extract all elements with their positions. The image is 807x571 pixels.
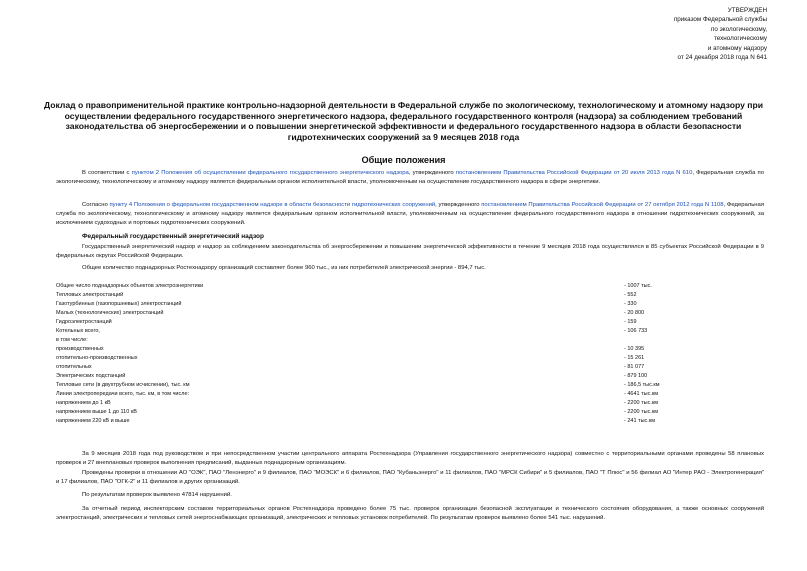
stat-label: Общее число поднадзорных объектов электроэнергетики — [56, 282, 204, 289]
subsection-heading: Федеральный государственный энергетический надзор — [82, 233, 264, 240]
stat-row — [56, 326, 696, 335]
stat-label: Электрических подстанций — [56, 372, 126, 379]
stat-value: - 879 100 — [624, 372, 648, 379]
link-regulation-clause-2[interactable]: пунктом 2 Положения об осуществлении федерального государственного энергетического надзора — [131, 170, 409, 176]
stat-row — [56, 317, 696, 326]
paragraph-inspections: За 9 месяцев 2018 года под руководством и при непосредственном участии центрального аппарата Ростехнадзора (Управления государственного энергетического надзора) совместно с территориальными органами проведены 58 плановых проверок и 27 внеплановых проверок выполнения предписаний, выданных поднадзорным организациям. — [56, 451, 764, 466]
approval-line: приказом Федеральной службы — [673, 16, 767, 24]
text: Согласно — [82, 202, 110, 208]
stat-row — [56, 399, 696, 408]
stat-value: - 1007 тыс. — [624, 282, 652, 289]
document-title: Доклад о правоприменительной практике контрольно-надзорной деятельности в Федеральной службе по экологическому, технологическому и атомному надзору при осуществлении федерального государственного энергетического надзора, федерального государственного контроля (надзора) за соблюдением требований законодательства об энергосбережении и о повышении энергетической эффективности и федерального государственного надзора в области безопасности гидротехнических сооружений за 9 месяцев 2018 года — [43, 100, 763, 142]
section-heading: Общие положения — [361, 155, 446, 165]
link-government-decree-1108[interactable]: постановлением Правительства Российской Федерации от 27 октября 2012 года N 1108 — [481, 202, 724, 208]
stat-row — [56, 408, 696, 417]
stat-row — [56, 344, 696, 353]
statistics-list — [56, 281, 696, 426]
stat-label: отопительно-производственных — [56, 354, 138, 361]
paragraph-organizations-count: Общее количество поднадзорных Ростехнадзору организаций составляет более 960 тыс., из них потребителей электрической энергии - 894,7 тыс. — [82, 265, 486, 271]
stat-value: - 2200 тыс.км — [624, 400, 659, 407]
stat-row — [56, 353, 696, 362]
stat-row — [56, 371, 696, 380]
stat-row — [56, 417, 696, 426]
stat-label: Котельных всего, — [56, 327, 100, 334]
stat-value: - 330 — [624, 300, 637, 307]
approval-line: и атомному надзору — [707, 44, 767, 52]
stat-row — [56, 381, 696, 390]
stat-label: Линии электропередачи всего, тыс. км, в том числе: — [56, 391, 190, 398]
stat-value: - 106 733 — [624, 327, 648, 334]
stat-row — [56, 362, 696, 371]
stat-value: - 159 — [624, 318, 637, 325]
stat-row — [56, 308, 696, 317]
stat-value: - 2200 тыс.км — [624, 409, 659, 416]
paragraph-territorial-inspections: За отчетный период инспекторским составом территориальных органов Ростехнадзора проведено более 75 тыс. проверок организации безопасной эксплуатации и технического состояния оборудования, а также основных сооружений электростанций, электрических и тепловых сетей энергоснабжающих организаций, электрических и тепловых установок потребителей. По результатам проверок выявлено более 541 тыс. нарушений. — [56, 506, 764, 521]
stat-label: напряжением 220 кВ и выше — [56, 418, 130, 425]
stat-value: - 186,5 тыс.км — [624, 382, 660, 389]
link-government-decree-610[interactable]: постановлением Правительства Российской Федерации от 20 июля 2013 года N 610 — [455, 170, 693, 176]
text: В соответствии с — [82, 170, 132, 176]
stat-row — [56, 335, 696, 344]
approval-line: технологическому — [713, 35, 767, 43]
stat-label: Гидроэлектростанций — [56, 318, 112, 325]
stat-row — [56, 281, 696, 290]
stat-label: напряжением выше 1 до 110 кВ — [56, 409, 137, 416]
paragraph-energy-supervision — [56, 169, 764, 187]
approval-block — [674, 6, 767, 62]
link-regulation-clause-4[interactable]: пункту 4 Положения о федеральном государственном надзоре в области безопасности гидротехнических сооружений — [109, 202, 436, 208]
text: , Федеральная служба по экологическому, технологическому и атомному надзору является федеральным органом исполнительной власти, уполномоченным на осуществление государственного надзора в сфере энергетики. — [56, 170, 765, 185]
stat-value: - 20 800 — [624, 309, 645, 316]
stat-label: Малых (технологических) электростанций — [56, 309, 164, 316]
stat-label: напряжением до 1 кВ — [56, 400, 111, 407]
stat-label: Газотурбинных (газопоршневых) электростанций — [56, 300, 182, 307]
stat-value: - 15 261 — [624, 354, 645, 361]
paragraph-regions: Государственный энергетический надзор и надзор за соблюдением законодательства об энергосбережении и повышении энергетической эффективности в течение 9 месяцев 2018 года осуществлялся в 85 субъектах Российской Федерации в 9 федеральных округах Российской Федерации. — [56, 244, 764, 259]
stat-value: - 552 — [624, 291, 637, 298]
paragraph-inspected-companies: Проведены проверки в отношении АО "ОЭК", ПАО "Ленэнерго" и 9 филиалов, ПАО "МОЭСК" и 6 филиалов, ПАО "Кубаньэнерго" и 11 филиалов, ПАО "МРСК Сибири" и 5 филиалов, ПАО "Т Плюс" и 56 филиал АО "Интер РАО - Электрогенерация" и 17 филиалов, ПАО "ОГК-2" и 11 филиалов и других организаций. — [56, 470, 764, 485]
stat-row — [56, 290, 696, 299]
approval-line: УТВЕРЖДЕН — [727, 7, 767, 14]
stat-value: - 10 395 — [624, 345, 645, 352]
stat-label: Тепловые сети (в двухтрубном исчислении), тыс. км — [56, 382, 190, 389]
approval-line: от 24 декабря 2018 года N 641 — [677, 54, 767, 62]
paragraph-hydro-supervision — [56, 201, 764, 228]
stat-value: - 241 тыс.км — [624, 418, 656, 425]
stat-label: Тепловых электростанций — [56, 291, 124, 298]
stat-label: отопительных — [56, 363, 92, 370]
text: , утвержденного — [435, 202, 482, 208]
text: , Федеральная служба по экологическому, технологическому и атомному надзору является федеральным органом исполнительной власти, уполномоченным на осуществление федерального государственного надзора в отношении гидротехнических сооружений, за исключением судоходных и портовых гидротехнических сооружений. — [56, 202, 765, 226]
stat-value: - 4641 тыс.км — [624, 391, 659, 398]
paragraph-violations: По результатам проверок выявлено 47814 нарушений. — [82, 492, 232, 498]
stat-value: - 81 077 — [624, 363, 645, 370]
stat-row — [56, 299, 696, 308]
approval-line: по экологическому, — [710, 25, 767, 33]
stat-row — [56, 390, 696, 399]
stat-label: в том числе: — [56, 336, 88, 343]
stat-label: производственных — [56, 345, 104, 352]
text: , утвержденного — [408, 170, 456, 176]
